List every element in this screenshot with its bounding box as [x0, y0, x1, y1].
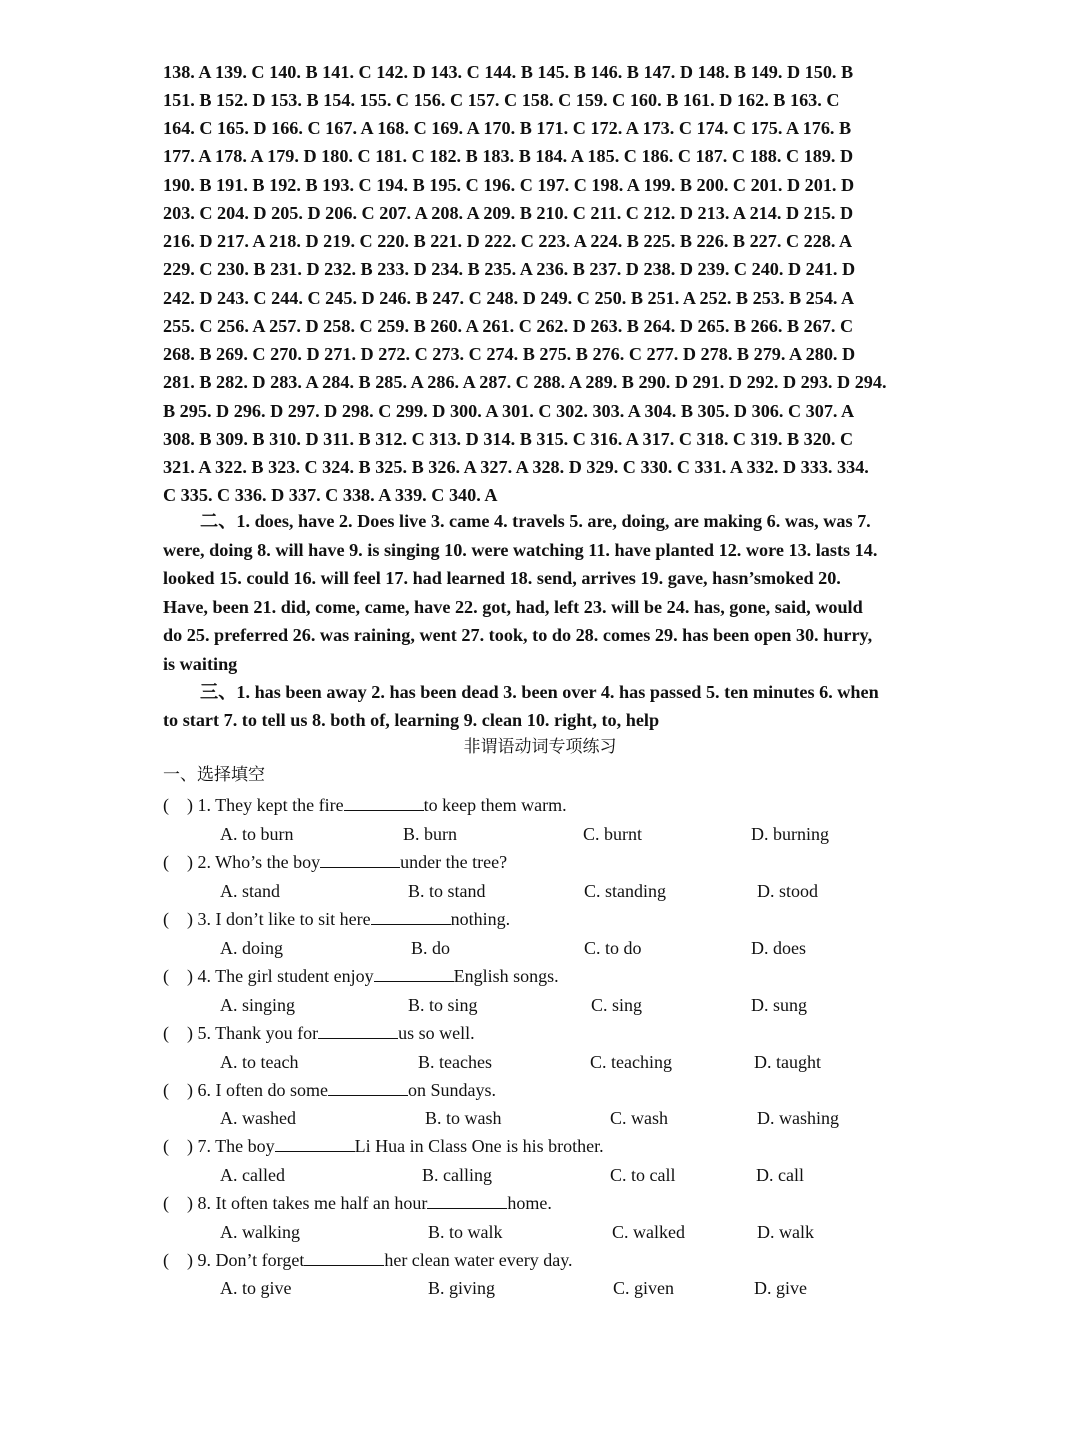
option-b[interactable]: B. to stand	[408, 881, 486, 901]
option-b[interactable]: B. do	[411, 938, 451, 958]
option-b[interactable]: B. calling	[422, 1165, 492, 1185]
stem-text: ) 3. I don’t like to sit here	[187, 909, 371, 929]
stem-text: ) 6. I often do some	[187, 1080, 328, 1100]
option-d[interactable]: D. does	[751, 938, 806, 958]
answer-line: 177. A 178. A 179. D 180. C 181. C 182. B 183. B 184. A 185. C 186. C 187. C 188. C 189. D	[163, 146, 854, 166]
option-row	[0, 1218, 1080, 1246]
exercise-subhead: 一、选择填空	[163, 765, 265, 785]
answer-line: 255. C 256. A 257. D 258. C 259. B 260. A 261. C 262. D 263. B 264. D 265. B 266. B 267. C	[163, 316, 854, 336]
answer-paren[interactable]: (	[163, 909, 169, 929]
answer-paren[interactable]: (	[163, 1193, 169, 1213]
answer-paren[interactable]: (	[163, 1080, 169, 1100]
answer-line: C 335. C 336. D 337. C 338. A 339. C 340. A	[163, 485, 498, 505]
answer-line: 216. D 217. A 218. D 219. C 220. B 221. D 222. C 223. A 224. B 225. B 226. B 227. C 228. A	[163, 231, 853, 251]
option-c[interactable]: C. to call	[610, 1165, 676, 1185]
stem-text: ) 9. Don’t forget	[187, 1250, 305, 1270]
answer-line: B 295. D 296. D 297. D 298. C 299. D 300. A 301. C 302. 303. A 304. B 305. D 306. C 307. A	[163, 401, 855, 421]
answer-paren[interactable]: (	[163, 795, 169, 815]
option-b[interactable]: B. to sing	[408, 995, 478, 1015]
option-c[interactable]: C. wash	[610, 1108, 668, 1128]
section-two-line: looked 15. could 16. will feel 17. had learned 18. send, arrives 19. gave, hasn’smoked 20.	[163, 568, 841, 588]
option-c[interactable]: C. burnt	[583, 824, 643, 844]
question-stem	[163, 962, 559, 990]
stem-text: ) 4. The girl student enjoy	[187, 966, 374, 986]
option-c[interactable]: C. sing	[591, 995, 643, 1015]
stem-text: under the tree?	[400, 852, 508, 872]
option-c[interactable]: C. given	[613, 1278, 674, 1298]
option-c[interactable]: C. walked	[612, 1222, 685, 1242]
option-row	[0, 934, 1080, 962]
section-two-line: is waiting	[163, 654, 238, 674]
answer-line: 229. C 230. B 231. D 232. B 233. D 234. B 235. A 236. B 237. D 238. D 239. C 240. D 241. D	[163, 259, 856, 279]
answer-paren[interactable]: (	[163, 1023, 169, 1043]
option-row	[0, 1104, 1080, 1132]
stem-text: ) 8. It often takes me half an hour	[187, 1193, 428, 1213]
answer-paren[interactable]: (	[163, 1136, 169, 1156]
stem-text: on Sundays.	[407, 1080, 496, 1100]
option-a[interactable]: A. to burn	[220, 824, 294, 844]
option-a[interactable]: A. to give	[220, 1278, 292, 1298]
option-d[interactable]: D. burning	[751, 824, 829, 844]
option-a[interactable]: A. called	[220, 1165, 285, 1185]
option-a[interactable]: A. stand	[220, 881, 280, 901]
option-b[interactable]: B. giving	[428, 1278, 496, 1298]
answer-line: 308. B 309. B 310. D 311. B 312. C 313. D 314. B 315. C 316. A 317. C 318. C 319. B 320. C	[163, 429, 854, 449]
stem-text: Li Hua in Class One is his brother.	[354, 1136, 604, 1156]
answer-paren[interactable]: (	[163, 1250, 169, 1270]
option-a[interactable]: A. washed	[220, 1108, 296, 1128]
answer-blank[interactable]	[344, 793, 424, 811]
answer-line: 190. B 191. B 192. B 193. C 194. B 195. C 196. C 197. C 198. A 199. B 200. C 201. D 201. D	[163, 175, 855, 195]
question-stem	[163, 1246, 573, 1274]
answer-blank[interactable]	[304, 1248, 384, 1266]
option-c[interactable]: C. teaching	[590, 1052, 672, 1072]
option-b[interactable]: B. teaches	[418, 1052, 492, 1072]
question-stem	[163, 1189, 552, 1217]
section-two-line: were, doing 8. will have 9. is singing 10. were watching 11. have planted 12. wore 13. lasts 14.	[163, 540, 878, 560]
answer-blank[interactable]	[427, 1191, 507, 1209]
option-d[interactable]: D. give	[754, 1278, 807, 1298]
question-stem	[163, 1132, 604, 1160]
answer-paren[interactable]: (	[163, 852, 169, 872]
option-b[interactable]: B. to wash	[425, 1108, 502, 1128]
option-c[interactable]: C. to do	[584, 938, 642, 958]
exercise-title: 非谓语动词专项练习	[463, 737, 617, 757]
stem-text: English songs.	[453, 966, 559, 986]
option-row	[0, 1274, 1080, 1302]
answer-line: 321. A 322. B 323. C 324. B 325. B 326. A 327. A 328. D 329. C 330. C 331. A 332. D 333. 334.	[163, 457, 869, 477]
option-row	[0, 1048, 1080, 1076]
answer-paren[interactable]: (	[163, 966, 169, 986]
option-row	[0, 820, 1080, 848]
answer-blank[interactable]	[320, 850, 400, 868]
question-stem	[163, 1019, 475, 1047]
option-a[interactable]: A. singing	[220, 995, 296, 1015]
section-two-line: Have, been 21. did, come, came, have 22. got, had, left 23. will be 24. has, gone, said, would	[163, 597, 863, 617]
stem-text: ) 5. Thank you for	[187, 1023, 319, 1043]
section-two-line: do 25. preferred 26. was raining, went 27. took, to do 28. comes 29. has been open 30. hurry,	[163, 625, 873, 645]
stem-text: nothing.	[450, 909, 511, 929]
answer-line: 151. B 152. D 153. B 154. 155. C 156. C 157. C 158. C 159. C 160. B 161. D 162. B 163. C	[163, 90, 840, 110]
option-a[interactable]: A. doing	[220, 938, 283, 958]
option-d[interactable]: D. taught	[754, 1052, 821, 1072]
section-three-line: 三、1. has been away 2. has been dead 3. been over 4. has passed 5. ten minutes 6. when	[200, 682, 879, 702]
option-d[interactable]: D. stood	[757, 881, 819, 901]
option-b[interactable]: B. to walk	[428, 1222, 503, 1242]
stem-text: us so well.	[398, 1023, 475, 1043]
stem-text: ) 7. The boy	[187, 1136, 275, 1156]
option-d[interactable]: D. washing	[757, 1108, 839, 1128]
option-a[interactable]: A. to teach	[220, 1052, 299, 1072]
section-two-line: 二、1. does, have 2. Does live 3. came 4. travels 5. are, doing, are making 6. was, was 7.	[200, 511, 871, 531]
question-stem	[163, 791, 567, 819]
option-c[interactable]: C. standing	[584, 881, 667, 901]
answer-blank[interactable]	[328, 1078, 408, 1096]
option-a[interactable]: A. walking	[220, 1222, 300, 1242]
stem-text: home.	[507, 1193, 552, 1213]
answer-line: 164. C 165. D 166. C 167. A 168. C 169. A 170. B 171. C 172. A 173. C 174. C 175. A 176. B	[163, 118, 852, 138]
question-stem	[163, 905, 510, 933]
option-b[interactable]: B. burn	[403, 824, 457, 844]
answer-blank[interactable]	[371, 907, 451, 925]
answer-line: 203. C 204. D 205. D 206. C 207. A 208. A 209. B 210. C 211. C 212. D 213. A 214. D 215. D	[163, 203, 854, 223]
answer-line: 281. B 282. D 283. A 284. B 285. A 286. A 287. C 288. A 289. B 290. D 291. D 292. D 293. D 294.	[163, 372, 887, 392]
answer-blank[interactable]	[318, 1021, 398, 1039]
question-stem	[163, 1076, 496, 1104]
answer-line: 242. D 243. C 244. C 245. D 246. B 247. C 248. D 249. C 250. B 251. A 252. B 253. B 254. A	[163, 288, 855, 308]
answer-blank[interactable]	[275, 1134, 355, 1152]
option-d[interactable]: D. call	[756, 1165, 804, 1185]
answer-blank[interactable]	[374, 964, 454, 982]
answer-line: 138. A 139. C 140. B 141. C 142. D 143. C 144. B 145. B 146. B 147. D 148. B 149. D 150. B	[163, 62, 854, 82]
option-row	[0, 1161, 1080, 1189]
stem-text: ) 1. They kept the fire	[187, 795, 344, 815]
option-d[interactable]: D. walk	[757, 1222, 814, 1242]
answer-line: 268. B 269. C 270. D 271. D 272. C 273. C 274. B 275. B 276. C 277. D 278. B 279. A 280. D	[163, 344, 856, 364]
option-row	[0, 991, 1080, 1019]
section-three-line: to start 7. to tell us 8. both of, learning 9. clean 10. right, to, help	[163, 710, 660, 730]
stem-text: ) 2. Who’s the boy	[187, 852, 321, 872]
stem-text: her clean water every day.	[384, 1250, 573, 1270]
stem-text: to keep them warm.	[423, 795, 567, 815]
option-d[interactable]: D. sung	[751, 995, 808, 1015]
question-stem	[163, 848, 507, 876]
option-row	[0, 877, 1080, 905]
